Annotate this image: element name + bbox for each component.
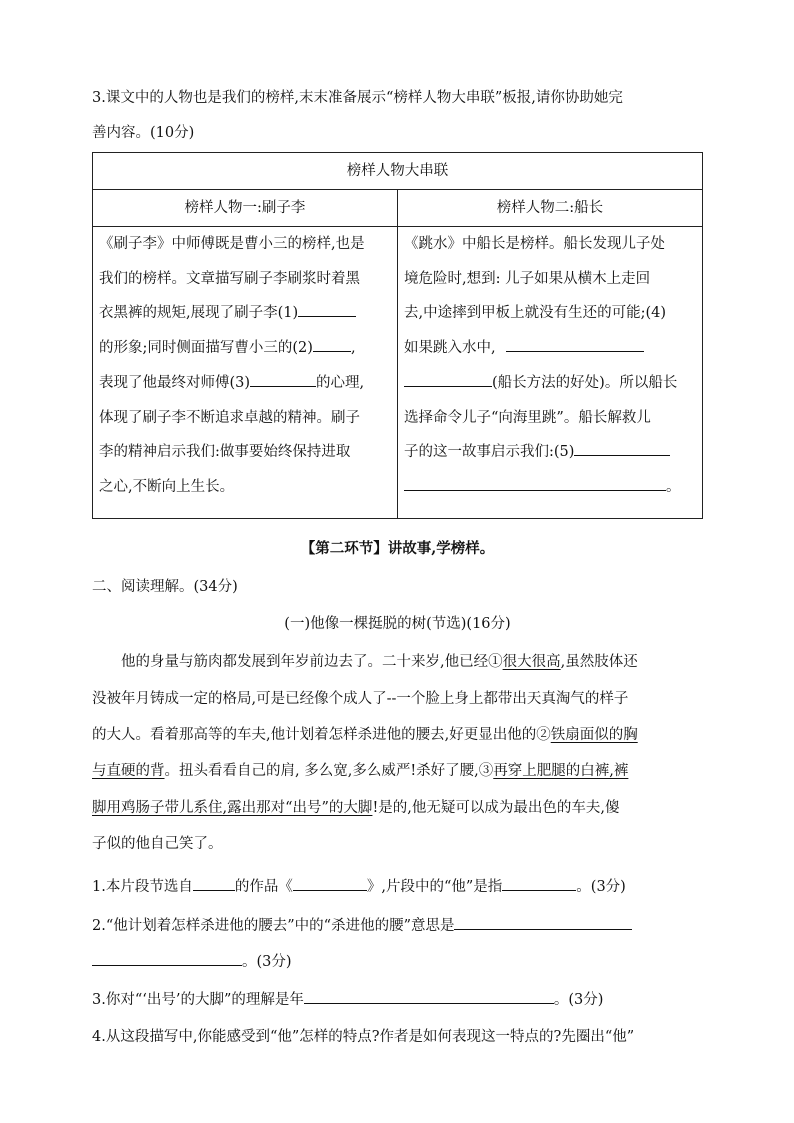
question-3-text-line2: 善内容。(10分) bbox=[92, 125, 195, 141]
text-line: 之心,不断向上生长。 bbox=[99, 478, 235, 495]
answer-blank-work[interactable] bbox=[293, 876, 367, 891]
question-3-text-line1: 3.课文中的人物也是我们的榜样,末末准备展示“榜样人物大串联”板报,请你协助她完 bbox=[92, 90, 623, 106]
role-model-table bbox=[92, 152, 703, 519]
passage-line: 子似的他自己笑了。 bbox=[92, 836, 223, 852]
answer-blank-author[interactable] bbox=[193, 876, 235, 891]
text-line: 表现了他最终对师傅(3) 的心理, bbox=[99, 366, 391, 401]
section-heading: 【第二环节】讲故事,学榜样。 bbox=[300, 540, 495, 557]
text-line: 李的精神启示我们:做事要始终保持进取 bbox=[99, 444, 351, 461]
cell-captain bbox=[398, 227, 703, 519]
passage-line: 脚用鸡肠子带儿系住,露出那对“出号”的大脚!是的,他无疑可以成为最出色的车夫,傻 bbox=[92, 800, 620, 816]
answer-blank-q2b[interactable] bbox=[92, 951, 242, 966]
text-line: 的形象;同时侧面描写曹小三的(2) , bbox=[99, 331, 391, 366]
passage-line: 没被年月铸成一定的格局,可是已经像个成人了--一个脸上身上都带出天真淘气的样子 bbox=[92, 691, 629, 707]
question-3b: 3.你对“‘出号’的大脚”的理解是年 。(3分) bbox=[92, 988, 603, 1009]
text-line: 体现了刷子李不断追求卓越的精神。刷子 bbox=[99, 409, 360, 426]
answer-blank-he[interactable] bbox=[502, 876, 576, 891]
answer-blank-4a[interactable] bbox=[506, 337, 644, 352]
text-line: 《刷子李》中师傅既是曹小三的榜样,也是 bbox=[99, 236, 365, 252]
text-line: 。 bbox=[404, 470, 696, 505]
passage-line: 与直硬的背。扭头看看自己的肩, 多么宽,多么威严!杀好了腰,③再穿上肥腿的白裤,裤 bbox=[92, 763, 629, 779]
question-2-line1: 2.“他计划着怎样杀进他的腰去”中的“杀进他的腰”意思是 bbox=[92, 914, 632, 935]
column-head-role-model-2: 榜样人物二:船长 bbox=[398, 190, 703, 227]
question-4: 4.从这段描写中,你能感受到“他”怎样的特点?作者是如何表现这一特点的?先圈出“他” bbox=[92, 1029, 635, 1045]
text-line: 我们的榜样。文章描写刷子李刷浆时着黑 bbox=[99, 270, 360, 287]
answer-blank-q2a[interactable] bbox=[454, 915, 632, 930]
passage-line: 他的身量与筋肉都发展到年岁前边去了。二十来岁,他已经①很大很高,虽然肢体还 bbox=[121, 654, 638, 670]
answer-blank-1[interactable] bbox=[298, 302, 356, 317]
text-line: 子的这一故事启示我们:(5) bbox=[404, 435, 696, 470]
text-line: 衣黑裤的规矩,展现了刷子李(1) bbox=[99, 296, 391, 331]
text-line: 去,中途摔到甲板上就没有生还的可能;(4) bbox=[404, 305, 667, 322]
table-title: 榜样人物大串联 bbox=[93, 153, 703, 190]
cell-brush-li bbox=[93, 227, 398, 519]
text-line: 如果跳入水中, bbox=[404, 331, 696, 366]
answer-blank-4b[interactable] bbox=[404, 372, 492, 387]
answer-blank-2[interactable] bbox=[313, 337, 351, 352]
answer-blank-5b[interactable] bbox=[404, 476, 666, 491]
question-1: 1.本片段节选自 的作品《 》,片段中的“他”是指 。(3分) bbox=[92, 875, 626, 896]
text-line: 境危险时,想到: 儿子如果从横木上走回 bbox=[404, 270, 651, 287]
part-2-heading: 二、阅读理解。(34分) bbox=[92, 579, 238, 595]
passage-line: 的大人。看着那高等的车夫,他计划着怎样杀进他的腰去,好更显出他的②铁扇面似的胸 bbox=[92, 727, 638, 743]
passage-title: (一)他像一棵挺脱的树(节选)(16分) bbox=[284, 616, 511, 632]
question-2-line2: 。(3分) bbox=[92, 950, 292, 971]
answer-blank-q3[interactable] bbox=[304, 989, 554, 1004]
text-line: (船长方法的好处)。所以船长 bbox=[404, 366, 696, 401]
answer-blank-3[interactable] bbox=[250, 372, 316, 387]
text-line: 《跳水》中船长是榜样。船长发现儿子处 bbox=[404, 236, 665, 252]
answer-blank-5a[interactable] bbox=[574, 441, 670, 456]
column-head-role-model-1: 榜样人物一:刷子李 bbox=[93, 190, 398, 227]
text-line: 选择命令儿子“向海里跳”。船长解救儿 bbox=[404, 409, 651, 426]
